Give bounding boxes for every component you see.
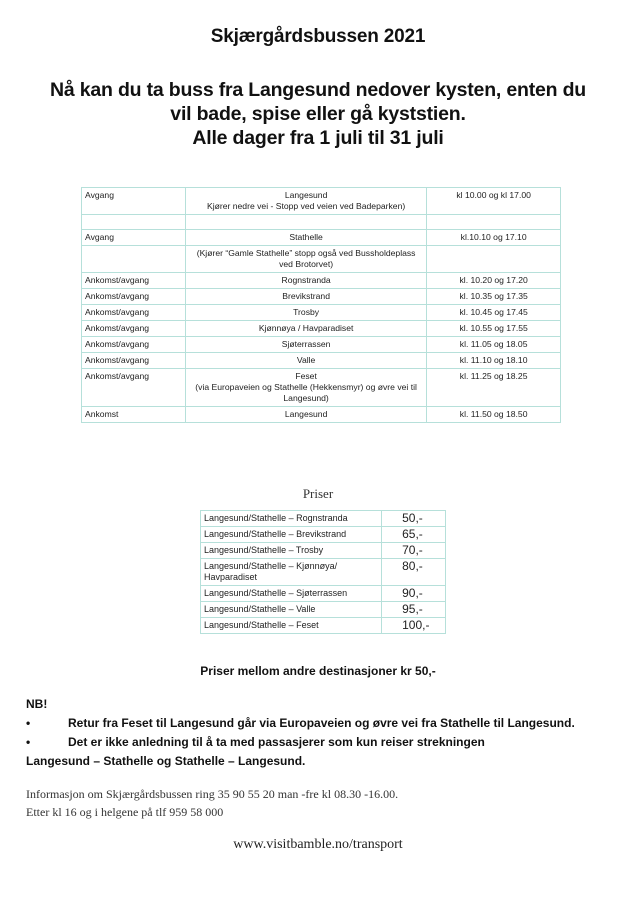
other-destinations-price: Priser mellom andre destinasjoner kr 50,- (200, 664, 436, 678)
bullet-text: Det er ikke anledning til å ta med passasjerer som kun reiser strekningen (68, 735, 485, 749)
contact-info (26, 785, 616, 821)
price-row (201, 527, 446, 543)
stop-name: (Kjører “Gamle Stathelle” stopp også ved Bussholdeplass ved Brotorvet) (196, 248, 416, 269)
price-value: 95,- (382, 602, 446, 618)
departure-time: kl. 11.50 og 18.50 (427, 407, 561, 423)
bullet-icon: • (26, 716, 31, 730)
departure-type (82, 215, 186, 230)
price-route: Langesund/Stathelle – Rognstranda (201, 511, 382, 527)
departure-type: Avgang (82, 230, 186, 246)
price-row (201, 586, 446, 602)
stop-cell (185, 337, 426, 353)
schedule-row (82, 407, 561, 423)
prices-heading: Priser (302, 486, 334, 501)
schedule-row (82, 353, 561, 369)
price-value: 80,- (382, 559, 446, 586)
departure-type (82, 246, 186, 273)
stop-name: Feset (295, 371, 317, 381)
departure-time: kl 10.00 og kl 17.00 (427, 188, 561, 215)
schedule-row (82, 321, 561, 337)
price-value: 65,- (382, 527, 446, 543)
stop-name: Stathelle (289, 232, 323, 242)
stop-name: Valle (296, 355, 316, 365)
price-row (201, 618, 446, 634)
price-route: Langesund/Stathelle – Valle (201, 602, 382, 618)
prices-table (200, 510, 446, 634)
headline (40, 78, 596, 150)
stop-note: (via Europaveien og Stathelle (Hekkensmyr) og øvre vei til Langesund) (195, 382, 417, 403)
departure-time (427, 215, 561, 230)
schedule-row (82, 188, 561, 215)
price-row (201, 543, 446, 559)
stop-name: Sjøterrassen (281, 339, 331, 349)
contact-line-2: Etter kl 16 og i helgene på tlf 959 58 000 (26, 805, 224, 819)
stop-cell (185, 321, 426, 337)
price-value: 50,- (382, 511, 446, 527)
departure-type: Ankomst/avgang (82, 321, 186, 337)
departure-type: Ankomst/avgang (82, 305, 186, 321)
stop-name: Langesund (284, 409, 328, 419)
schedule-row (82, 246, 561, 273)
stop-name: Langesund (284, 190, 328, 200)
stop-cell (185, 246, 426, 273)
nb-label: NB! (26, 697, 48, 711)
price-route: Langesund/Stathelle – Brevikstrand (201, 527, 382, 543)
bullet-text: Retur fra Feset til Langesund går via Europaveien og øvre vei fra Stathelle til Langesund. (68, 716, 575, 730)
schedule-row (82, 369, 561, 407)
price-value: 100,- (382, 618, 446, 634)
page-title: Skjærgårdsbussen 2021 (210, 26, 426, 47)
departure-time (427, 246, 561, 273)
schedule-body (82, 188, 561, 423)
price-row (201, 602, 446, 618)
bullet-item (26, 714, 626, 733)
schedule-row (82, 289, 561, 305)
nb-bullets (26, 714, 626, 771)
departure-type: Ankomst/avgang (82, 369, 186, 407)
departure-time: kl. 10.20 og 17.20 (427, 273, 561, 289)
schedule-row (82, 273, 561, 289)
stop-cell (185, 230, 426, 246)
schedule-table (81, 187, 561, 423)
stop-name: Trosby (293, 307, 320, 317)
stop-cell (185, 273, 426, 289)
schedule-row (82, 215, 561, 230)
schedule-row (82, 337, 561, 353)
departure-time: kl. 10.35 og 17.35 (427, 289, 561, 305)
website-link[interactable]: www.visitbamble.no/transport (233, 837, 403, 852)
stop-cell (185, 289, 426, 305)
stop-cell (185, 369, 426, 407)
prices-body (201, 511, 446, 634)
departure-type: Ankomst/avgang (82, 353, 186, 369)
departure-type: Ankomst/avgang (82, 289, 186, 305)
price-value: 70,- (382, 543, 446, 559)
headline-line-3: Alle dager fra 1 juli til 31 juli (192, 127, 444, 149)
departure-type: Ankomst/avgang (82, 273, 186, 289)
stop-cell (185, 353, 426, 369)
headline-line-2: vil bade, spise eller gå kyststien. (170, 103, 466, 125)
price-route: Langesund/Stathelle – Kjønnøya/ Havparadiset (201, 559, 382, 586)
stop-cell (185, 188, 426, 215)
bullet-item (26, 733, 626, 752)
stop-name: Brevikstrand (282, 291, 330, 301)
departure-type: Ankomst (82, 407, 186, 423)
bullet-continuation: Langesund – Stathelle og Stathelle – Langesund. (26, 754, 306, 768)
departure-time: kl. 11.05 og 18.05 (427, 337, 561, 353)
departure-time: kl. 11.25 og 18.25 (427, 369, 561, 407)
stop-name: Rognstranda (281, 275, 331, 285)
departure-time: kl.10.10 og 17.10 (427, 230, 561, 246)
stop-cell (185, 215, 426, 230)
bullet-icon: • (26, 735, 31, 749)
departure-time: kl. 10.45 og 17.45 (427, 305, 561, 321)
price-route: Langesund/Stathelle – Trosby (201, 543, 382, 559)
schedule-row (82, 230, 561, 246)
departure-type: Avgang (82, 188, 186, 215)
departure-time: kl. 11.10 og 18.10 (427, 353, 561, 369)
headline-line-1: Nå kan du ta buss fra Langesund nedover kysten, enten du (50, 79, 586, 101)
stop-cell (185, 407, 426, 423)
departure-type: Ankomst/avgang (82, 337, 186, 353)
stop-note: Kjører nedre vei - Stopp ved veien ved Badeparken) (206, 201, 406, 211)
price-route: Langesund/Stathelle – Feset (201, 618, 382, 634)
stop-name: Kjønnøya / Havparadiset (258, 323, 354, 333)
price-row (201, 559, 446, 586)
price-value: 90,- (382, 586, 446, 602)
stop-cell (185, 305, 426, 321)
price-route: Langesund/Stathelle – Sjøterrassen (201, 586, 382, 602)
departure-time: kl. 10.55 og 17.55 (427, 321, 561, 337)
price-row (201, 511, 446, 527)
schedule-row (82, 305, 561, 321)
contact-line-1: Informasjon om Skjærgårdsbussen ring 35 90 55 20 man -fre kl 08.30 -16.00. (26, 787, 399, 801)
